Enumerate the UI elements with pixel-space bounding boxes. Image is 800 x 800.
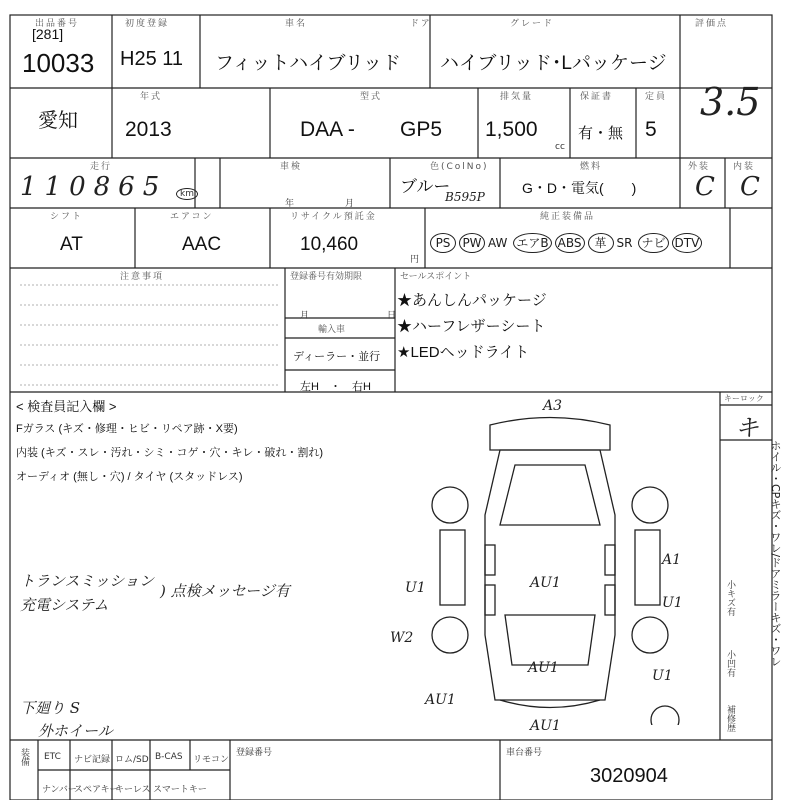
- label-record-period: 登録番号有効期限: [290, 272, 363, 282]
- region: 愛知: [38, 110, 78, 132]
- lot-no: 10033: [22, 48, 95, 78]
- recycle-unit: 円: [410, 255, 420, 265]
- lot-small: [281]: [32, 26, 64, 42]
- label-notes: 注意事項: [120, 272, 165, 282]
- footer-item: ETC: [44, 752, 61, 762]
- evaluation-score: 3.5: [700, 80, 761, 124]
- inspector-title: < 検査員記入欄 >: [16, 399, 117, 414]
- key-mark: キ: [735, 414, 759, 442]
- inspector-note1: トランスミッション: [20, 572, 154, 590]
- equip-aw: AW: [488, 236, 508, 250]
- footer-item: スマートキー: [153, 785, 207, 795]
- label-warranty: 保証書: [580, 92, 614, 102]
- footer-item: ロム/SD: [115, 755, 149, 765]
- equip-ps: PS: [430, 233, 456, 253]
- footer-item: キーレス: [115, 785, 151, 795]
- label-aircon: エアコン: [170, 212, 214, 222]
- inspector-note2: 充電システム: [20, 596, 109, 614]
- mark-right-mid: U1: [662, 595, 683, 611]
- grade: ハイブリッド･Lパッケージ: [440, 53, 667, 74]
- mark-rear-left: AU1: [425, 692, 456, 708]
- sales-point: ★あんしんパッケージ: [397, 292, 547, 309]
- color-code: B595P: [445, 190, 485, 204]
- equip-leather: 革: [588, 233, 614, 253]
- mark-left-rear: W2: [390, 630, 414, 646]
- label-car-name: 車名: [285, 19, 308, 29]
- label-capacity: 定員: [645, 92, 668, 102]
- mark-roof: AU1: [530, 575, 561, 591]
- side-legend-small-scratch: 小キズ有: [725, 580, 735, 616]
- model-code: GP5: [400, 118, 443, 141]
- sales-point: ★ハーフレザーシート: [397, 318, 546, 335]
- mileage: 110865: [20, 172, 168, 202]
- label-first-reg: 初度登録: [125, 19, 170, 29]
- day-month: 月 日: [300, 311, 417, 321]
- equip-navi: ナビ: [638, 233, 668, 253]
- footer-reg-label: 登録番号: [236, 748, 273, 758]
- year: 2013: [125, 118, 172, 141]
- dealer: ディーラー・並行: [293, 351, 381, 363]
- label-color: 色(ColNo): [430, 162, 489, 172]
- footer-item: スペアキー: [74, 785, 119, 795]
- equipment-list: [430, 232, 705, 253]
- capacity: 5: [645, 118, 657, 141]
- equip-dtv: DTV: [672, 233, 703, 253]
- sales-point: ★LEDヘッドライト: [397, 344, 530, 361]
- label-lot-no: 出品番号: [35, 19, 80, 29]
- mark-right-rear: U1: [652, 668, 673, 684]
- label-door: ドア: [410, 19, 432, 29]
- footer-chassis-label: 車台番号: [506, 748, 543, 758]
- label-interior: 内装: [733, 162, 756, 172]
- recycle: 10,460: [300, 234, 359, 255]
- model-prefix: DAA -: [300, 118, 355, 141]
- mark-left-front: U1: [405, 580, 426, 596]
- handle: 左H ・ 右H: [300, 381, 371, 393]
- footer-item: ナビ記録: [74, 755, 111, 765]
- mileage-unit: km: [176, 188, 198, 200]
- equip-abs: ABS: [555, 233, 585, 253]
- footer-item: リモコン: [193, 755, 230, 765]
- car-name: フィットハイブリッド: [215, 53, 402, 74]
- side-legend-small-dent: 小凹有: [725, 650, 735, 677]
- label-exterior: 外装: [688, 162, 711, 172]
- sales-points: [397, 288, 547, 366]
- label-displacement: 排気量: [500, 92, 534, 102]
- reg-month: 月: [345, 199, 355, 209]
- mark-rear-bottom: AU1: [530, 718, 561, 734]
- displacement-unit: cc: [555, 142, 565, 152]
- color: ブルー: [400, 177, 451, 196]
- mark-right-front: A1: [662, 552, 682, 568]
- label-key: キーロック: [724, 394, 764, 403]
- warranty: 有・無: [578, 125, 624, 142]
- inspector-line3: オーディオ (無し・穴) / タイヤ (スタッドレス): [16, 471, 243, 483]
- reg-year: 年: [285, 199, 295, 209]
- footer-label: 装備: [19, 748, 29, 766]
- displacement: 1,500: [485, 118, 538, 141]
- side-legend: ホイル・CPキズ・ワレ/ドアミラーキズ・ワレ: [769, 440, 782, 668]
- footer-item: ナンバー: [42, 785, 77, 795]
- inspector-note3: ) 点検メッセージ有: [160, 582, 290, 600]
- label-shift: シフト: [50, 212, 84, 222]
- label-inspection: 車検: [280, 162, 303, 172]
- label-import: 輸入車: [318, 325, 346, 335]
- label-fuel: 燃料: [580, 162, 603, 172]
- interior: C: [740, 172, 760, 202]
- mark-rear-center: AU1: [528, 660, 559, 676]
- fuel: G・D・電気( ): [522, 180, 637, 196]
- equip-sr: SR: [616, 236, 633, 250]
- label-sales-points: セールスポイント: [400, 272, 472, 282]
- inspector-bottom1: 下廻り S: [20, 699, 81, 717]
- footer-item: B-CAS: [155, 752, 183, 762]
- exterior: C: [695, 172, 715, 202]
- label-grade: グレード: [510, 19, 555, 29]
- inspector-line1: Fガラス (キズ・修理・ヒビ・リペア跡・X要): [16, 423, 238, 435]
- inspector-line2: 内装 (キズ・スレ・汚れ・シミ・コゲ・穴・キレ・破れ・割れ): [16, 447, 324, 459]
- equip-pw: PW: [459, 233, 485, 253]
- aircon: AAC: [182, 234, 222, 255]
- equip-airbag: エアB: [513, 233, 551, 253]
- car-diagram: [420, 405, 680, 725]
- label-evaluation: 評価点: [695, 19, 729, 29]
- side-legend-repair: 補修歴: [725, 705, 735, 732]
- label-recycle: リサイクル預託金: [290, 212, 377, 222]
- chassis-number: 3020904: [590, 765, 668, 787]
- shift: AT: [60, 234, 83, 255]
- inspector-bottom2: 外ホイール: [38, 722, 113, 740]
- label-mileage: 走行: [90, 162, 113, 172]
- label-equipment: 純正装備品: [540, 212, 596, 222]
- first-reg: H25 11: [120, 48, 184, 70]
- mark-front: A3: [543, 398, 563, 414]
- label-year: 年式: [140, 92, 163, 102]
- label-model: 型式: [360, 92, 383, 102]
